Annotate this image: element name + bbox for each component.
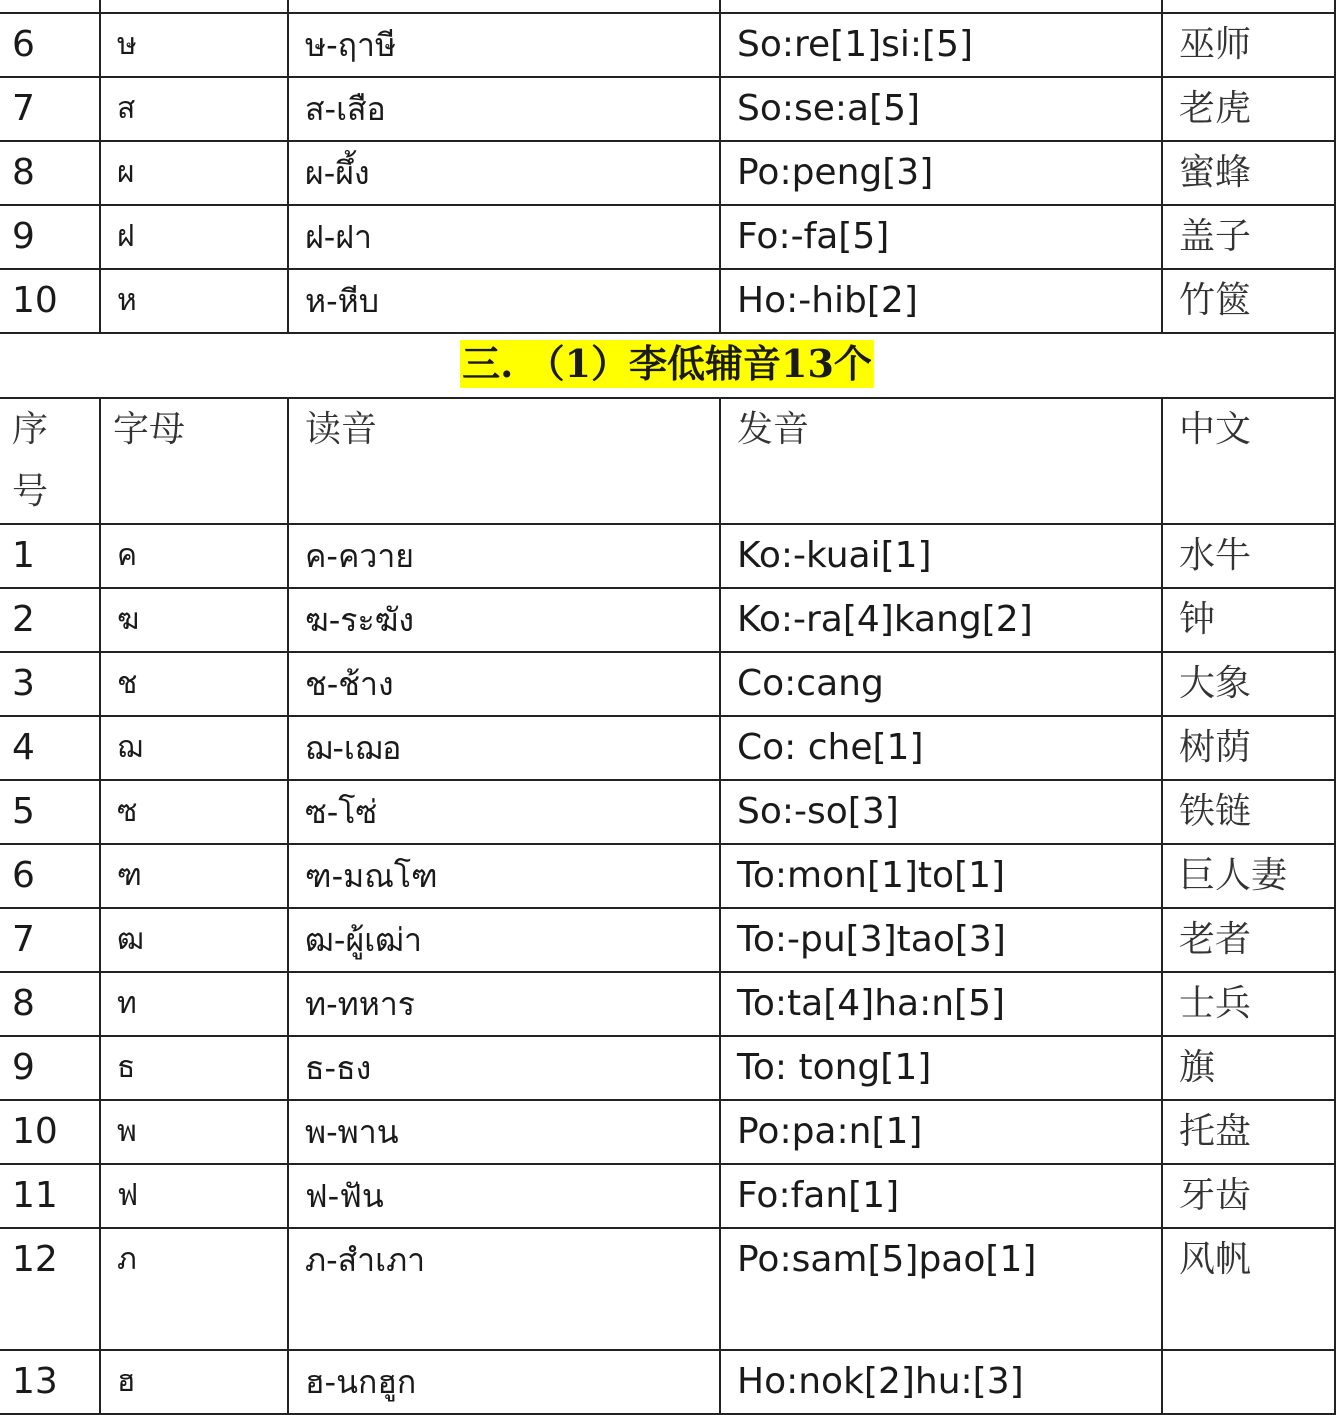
thai-reading: ห-หีบ — [288, 269, 720, 333]
row-number: 10 — [0, 1100, 100, 1164]
pronunciation: To:-pu[3]tao[3] — [720, 908, 1162, 972]
row-number: 3 — [0, 652, 100, 716]
table-row — [0, 0, 1335, 13]
chinese-meaning — [1162, 1350, 1335, 1414]
pronunciation: To: tong[1] — [720, 1036, 1162, 1100]
pronunciation: So:re[1]si:[5] — [720, 13, 1162, 77]
row-number: 9 — [0, 205, 100, 269]
row-number: 1 — [0, 524, 100, 588]
table-row — [0, 1100, 1335, 1164]
thai-reading: ค-ควาย — [288, 524, 720, 588]
chinese-meaning: 水牛 — [1162, 524, 1335, 588]
section-heading-row — [0, 333, 1335, 398]
row-number: 6 — [0, 13, 100, 77]
pronunciation: Ko:-kuai[1] — [720, 524, 1162, 588]
thai-reading: ธ-ธง — [288, 1036, 720, 1100]
pronunciation: To:ta[4]ha:n[5] — [720, 972, 1162, 1036]
chinese-meaning: 巨人妻 — [1162, 844, 1335, 908]
thai-letter: ห — [100, 269, 288, 333]
thai-reading: ฝ-ฝา — [288, 205, 720, 269]
pronunciation — [720, 0, 1162, 13]
row-number: 13 — [0, 1350, 100, 1414]
table-row — [0, 972, 1335, 1036]
pronunciation: So:se:a[5] — [720, 77, 1162, 141]
thai-reading: ฑ-มณโฑ — [288, 844, 720, 908]
thai-reading — [288, 0, 720, 13]
row-number: 4 — [0, 716, 100, 780]
table-row — [0, 205, 1335, 269]
thai-letter: ฆ — [100, 588, 288, 652]
thai-letter: ค — [100, 524, 288, 588]
thai-letter: ฌ — [100, 716, 288, 780]
thai-letter: ธ — [100, 1036, 288, 1100]
thai-letter: ซ — [100, 780, 288, 844]
thai-letter: ผ — [100, 141, 288, 205]
thai-letter: ฑ — [100, 844, 288, 908]
chinese-meaning: 巫师 — [1162, 13, 1335, 77]
section-heading-cell — [0, 333, 1335, 398]
row-number: 10 — [0, 269, 100, 333]
header-letter: 字母 — [100, 398, 288, 524]
pronunciation: Co: che[1] — [720, 716, 1162, 780]
thai-letter: พ — [100, 1100, 288, 1164]
header-chinese: 中文 — [1162, 398, 1335, 524]
thai-letter: ฮ — [100, 1350, 288, 1414]
chinese-meaning: 蜜蜂 — [1162, 141, 1335, 205]
chinese-meaning: 竹篋 — [1162, 269, 1335, 333]
thai-letter: ภ — [100, 1228, 288, 1350]
pronunciation: Ko:-ra[4]kang[2] — [720, 588, 1162, 652]
thai-reading: ภ-สำเภา — [288, 1228, 720, 1350]
thai-reading: ฆ-ระฆัง — [288, 588, 720, 652]
thai-letter — [100, 0, 288, 13]
table-row — [0, 1350, 1335, 1414]
thai-reading: ฮ-นกฮูก — [288, 1350, 720, 1414]
chinese-meaning: 树荫 — [1162, 716, 1335, 780]
table-row — [0, 844, 1335, 908]
thai-reading: ท-ทหาร — [288, 972, 720, 1036]
thai-reading: ษ-ฤาษี — [288, 13, 720, 77]
chinese-meaning: 盖子 — [1162, 205, 1335, 269]
table-row — [0, 77, 1335, 141]
row-number — [0, 0, 100, 13]
chinese-meaning: 钟 — [1162, 588, 1335, 652]
table-header-row — [0, 398, 1335, 524]
table-row — [0, 1036, 1335, 1100]
pronunciation: Po:sam[5]pao[1] — [720, 1228, 1162, 1350]
chinese-meaning: 托盘 — [1162, 1100, 1335, 1164]
section-title: 三. （1）李低辅音13个 — [462, 341, 872, 386]
chinese-meaning: 旗 — [1162, 1036, 1335, 1100]
table-row — [0, 908, 1335, 972]
pronunciation: Co:cang — [720, 652, 1162, 716]
chinese-meaning: 士兵 — [1162, 972, 1335, 1036]
thai-reading: ซ-โซ่ — [288, 780, 720, 844]
thai-reading: ส-เสือ — [288, 77, 720, 141]
table-row — [0, 141, 1335, 205]
header-pronunciation: 发音 — [720, 398, 1162, 524]
chinese-meaning: 铁链 — [1162, 780, 1335, 844]
row-number: 5 — [0, 780, 100, 844]
table-row — [0, 588, 1335, 652]
chinese-meaning: 大象 — [1162, 652, 1335, 716]
thai-reading: ฒ-ผู้เฒ่า — [288, 908, 720, 972]
chinese-meaning: 风帆 — [1162, 1228, 1335, 1350]
thai-reading: ฟ-ฟัน — [288, 1164, 720, 1228]
row-number: 8 — [0, 141, 100, 205]
row-number: 2 — [0, 588, 100, 652]
table-row — [0, 716, 1335, 780]
thai-letter: ฒ — [100, 908, 288, 972]
table-row — [0, 780, 1335, 844]
thai-reading: ฌ-เฌอ — [288, 716, 720, 780]
thai-letter: ช — [100, 652, 288, 716]
table-row — [0, 269, 1335, 333]
row-number: 12 — [0, 1228, 100, 1350]
chinese-meaning: 老者 — [1162, 908, 1335, 972]
header-reading: 读音 — [288, 398, 720, 524]
pronunciation: Fo:fan[1] — [720, 1164, 1162, 1228]
table-row — [0, 524, 1335, 588]
row-number: 6 — [0, 844, 100, 908]
table-row — [0, 652, 1335, 716]
row-number: 8 — [0, 972, 100, 1036]
chinese-meaning: 老虎 — [1162, 77, 1335, 141]
pronunciation: Ho:nok[2]hu:[3] — [720, 1350, 1162, 1414]
row-number: 7 — [0, 77, 100, 141]
row-number: 7 — [0, 908, 100, 972]
pronunciation: Fo:-fa[5] — [720, 205, 1162, 269]
thai-letter: ษ — [100, 13, 288, 77]
pronunciation: Ho:-hib[2] — [720, 269, 1162, 333]
chinese-meaning — [1162, 0, 1335, 13]
table-row — [0, 1228, 1335, 1350]
thai-reading: ผ-ผึ้ง — [288, 141, 720, 205]
thai-letter: ฝ — [100, 205, 288, 269]
pronunciation: Po:pa:n[1] — [720, 1100, 1162, 1164]
row-number: 9 — [0, 1036, 100, 1100]
row-number: 11 — [0, 1164, 100, 1228]
pronunciation: Po:peng[3] — [720, 141, 1162, 205]
header-number: 序号 — [0, 398, 100, 524]
thai-letter: ฟ — [100, 1164, 288, 1228]
table-row — [0, 1164, 1335, 1228]
chinese-meaning: 牙齿 — [1162, 1164, 1335, 1228]
thai-letter: ท — [100, 972, 288, 1036]
thai-reading: ช-ช้าง — [288, 652, 720, 716]
pronunciation: So:-so[3] — [720, 780, 1162, 844]
thai-reading: พ-พาน — [288, 1100, 720, 1164]
thai-letter: ส — [100, 77, 288, 141]
table-row — [0, 13, 1335, 77]
pronunciation: To:mon[1]to[1] — [720, 844, 1162, 908]
